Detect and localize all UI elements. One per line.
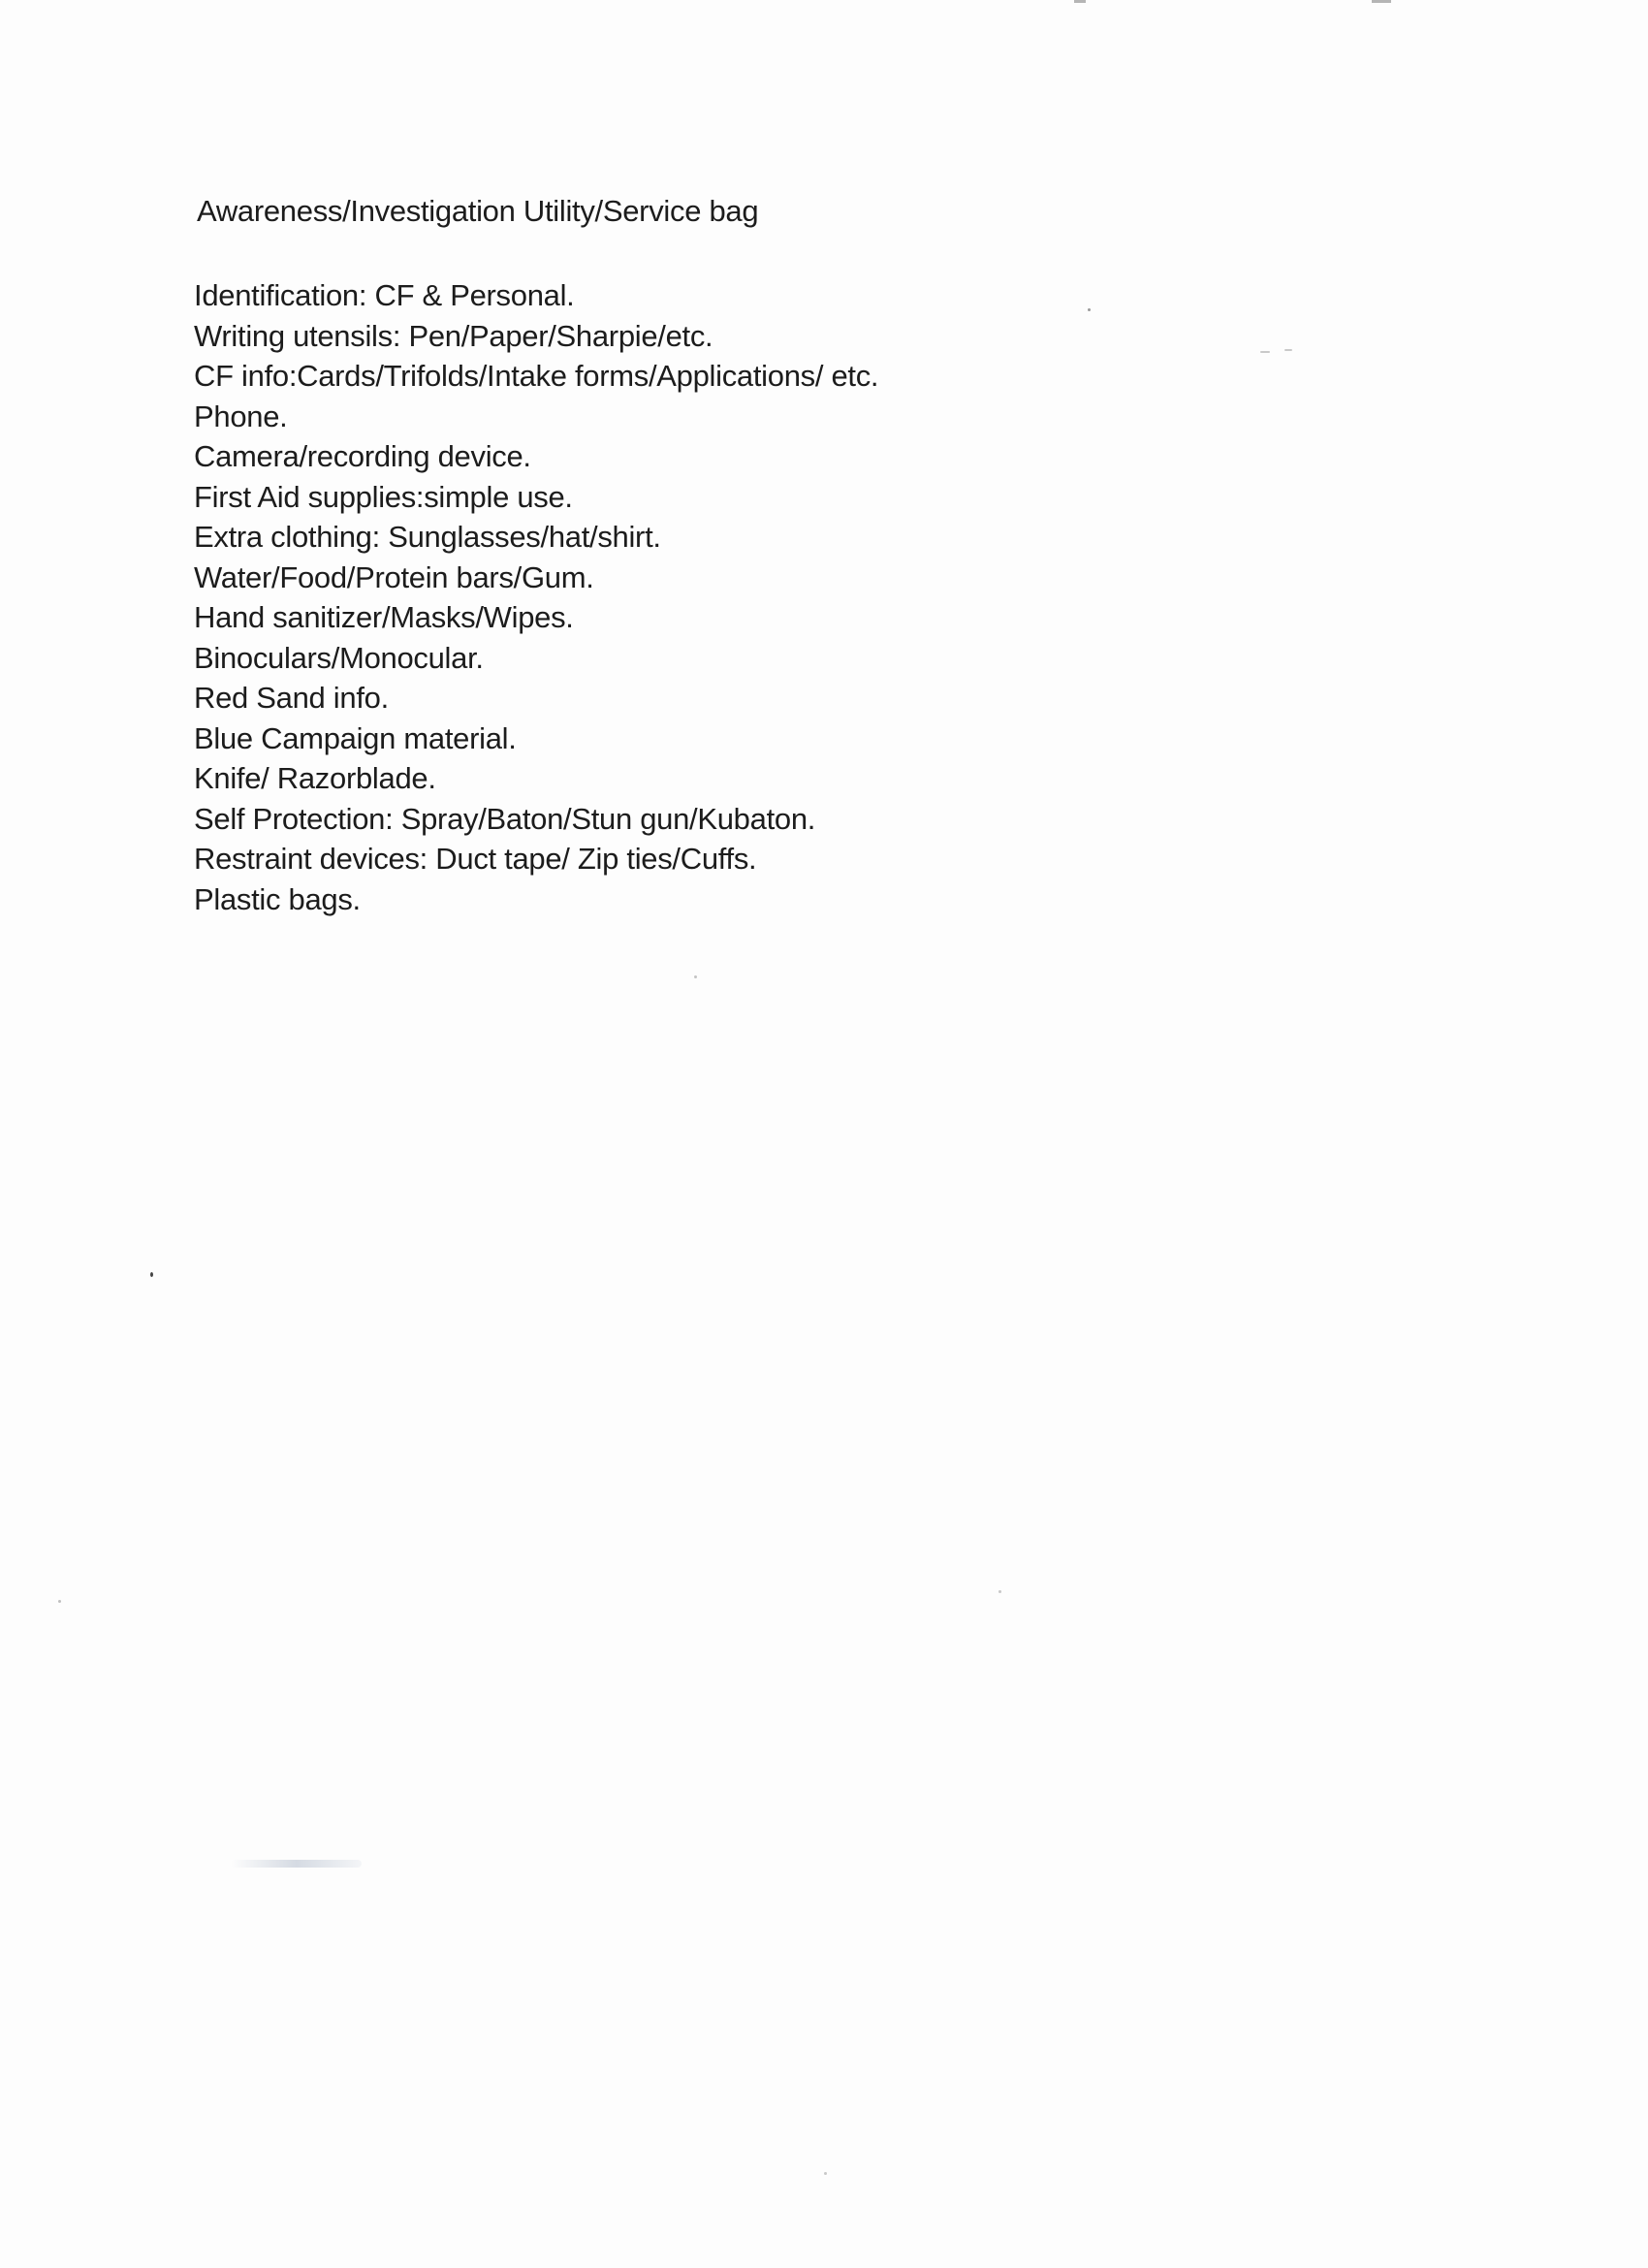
scan-speck [694, 975, 697, 978]
list-item: First Aid supplies:simple use. [194, 479, 573, 514]
list-item: CF info:Cards/Trifolds/Intake forms/Applications/ etc. [194, 359, 879, 393]
list-item: Red Sand info. [194, 681, 389, 715]
list-item: Phone. [194, 399, 288, 433]
supply-list [194, 275, 878, 919]
list-item: Camera/recording device. [194, 439, 531, 473]
list-item: Self Protection: Spray/Baton/Stun gun/Kubaton. [194, 801, 816, 836]
scan-speck [998, 1590, 1001, 1593]
scan-speck [824, 2172, 827, 2175]
list-item: Hand sanitizer/Masks/Wipes. [194, 600, 574, 634]
scan-edge-mark [1372, 0, 1391, 3]
scan-smudge [231, 1860, 362, 1868]
list-item: Binoculars/Monocular. [194, 640, 484, 675]
scan-speck [1088, 308, 1091, 311]
list-item: Plastic bags. [194, 881, 361, 916]
document-title: Awareness/Investigation Utility/Service bag [197, 194, 759, 228]
list-item: Water/Food/Protein bars/Gum. [194, 559, 594, 594]
list-item: Writing utensils: Pen/Paper/Sharpie/etc. [194, 318, 713, 353]
scan-speck [150, 1272, 153, 1277]
list-item: Knife/ Razorblade. [194, 761, 436, 795]
list-item: Blue Campaign material. [194, 720, 517, 755]
scan-speck [1260, 351, 1270, 353]
scan-speck [1284, 349, 1292, 351]
scan-speck [58, 1600, 61, 1603]
list-item: Identification: CF & Personal. [194, 278, 575, 312]
list-item: Extra clothing: Sunglasses/hat/shirt. [194, 520, 661, 554]
list-item: Restraint devices: Duct tape/ Zip ties/Cuffs. [194, 842, 757, 876]
scan-edge-mark [1074, 0, 1086, 3]
